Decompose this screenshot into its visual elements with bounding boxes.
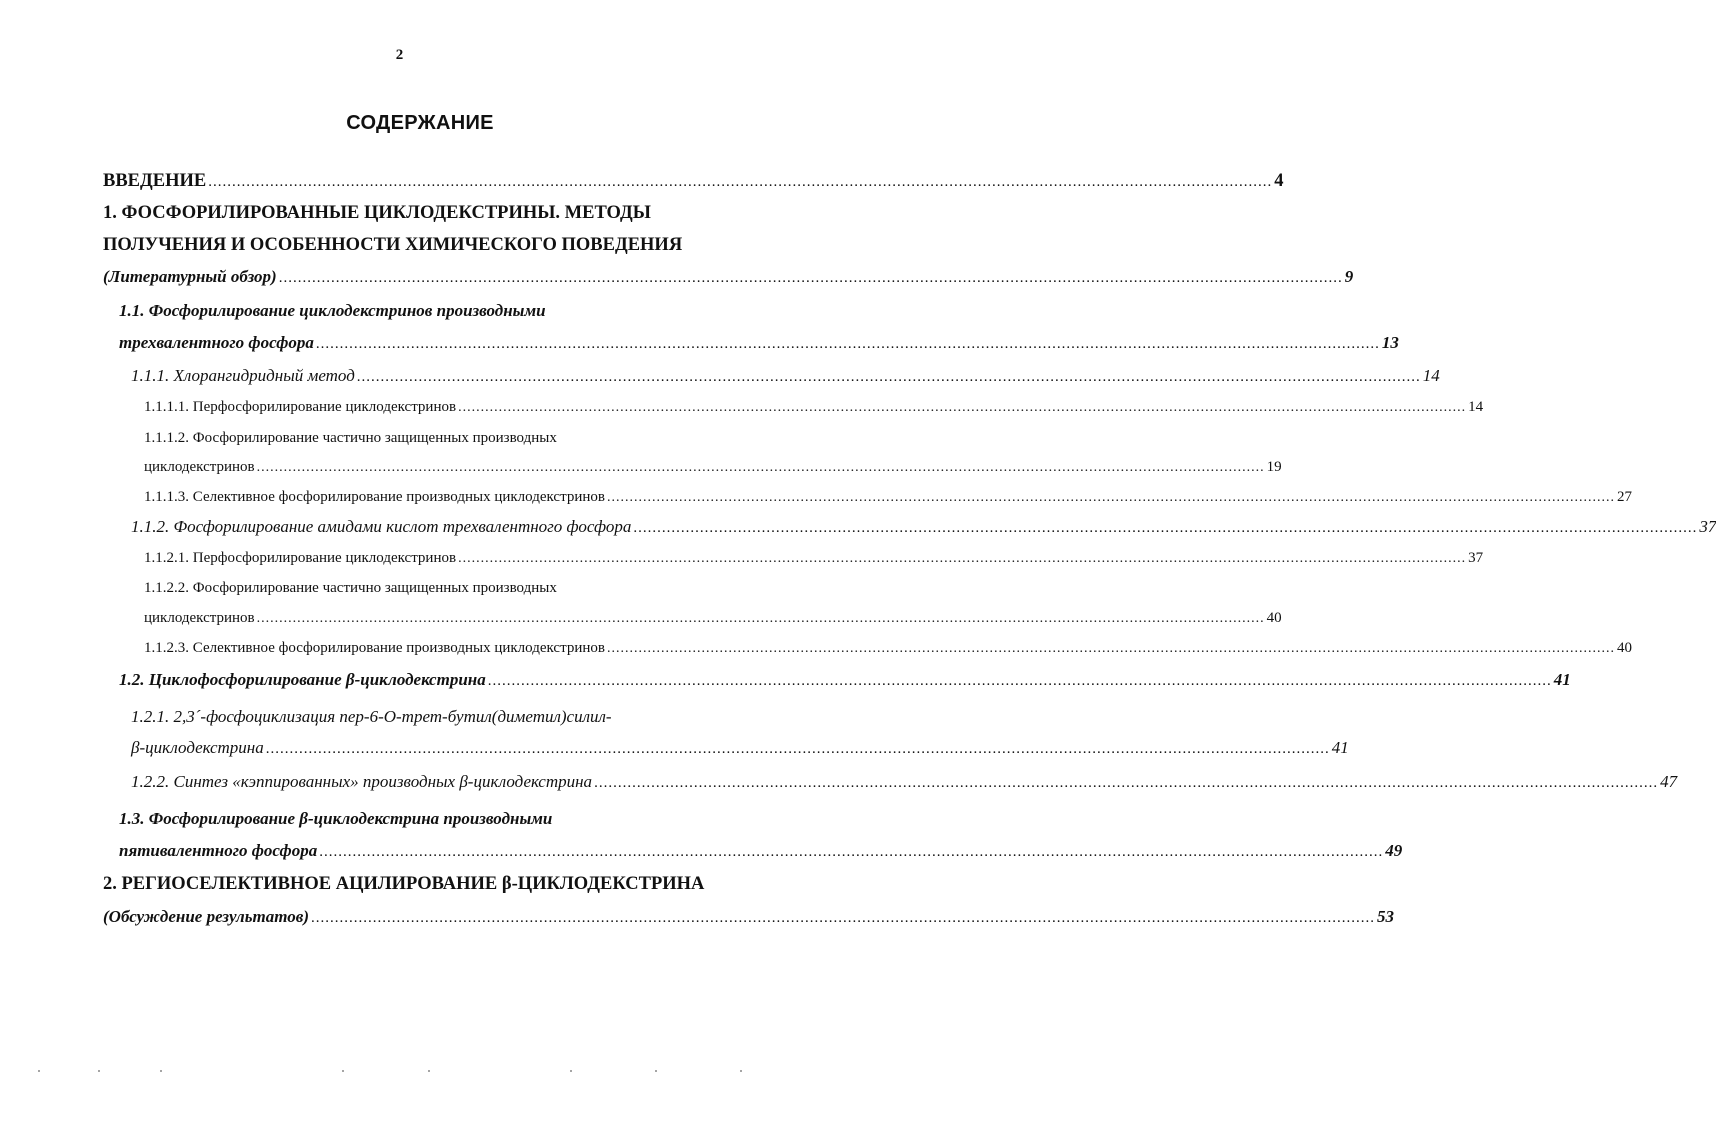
toc-entry-page: 53 [1377,907,1395,926]
dot-leader: ................................................................................................................................................................................................................................ [208,174,1273,190]
dot-leader: ................................................................................................................................................................................................................................ [606,490,1615,505]
toc-entry-1-1-1-1[interactable]: 1.1.1.1. Перфосфорилирование циклодекстринов ................................................................................................................................................................................................................................ 14 [144,392,743,422]
dot-leader: ................................................................................................................................................................................................................................ [315,336,1380,352]
toc-entry-1-1-2-2-line-1[interactable]: 1.1.2.2. Фосфорилирование частично защищенных производных [144,580,557,596]
toc-title: СОДЕРЖАНИЕ [346,112,494,134]
toc-entry-1-1-1-2-line-1[interactable]: 1.1.1.2. Фосфорилирование частично защищенных производных [144,430,557,446]
dot-leader: ................................................................................................................................................................................................................................ [594,775,1659,791]
scan-speck [655,1070,657,1072]
toc-entry-text: ВВЕДЕНИЕ [103,171,207,191]
toc-entry-page: 14 [1422,366,1440,385]
toc-entry-1-1-2[interactable]: 1.1.2. Фосфорилирование амидами кислот трехвалентного фосфора ................................................................................................................................................................................................................................ 37 [131,512,743,542]
toc-entry-page: 49 [1385,841,1403,860]
toc-entry-page: 19 [1266,459,1282,475]
dot-leader: ................................................................................................................................................................................................................................ [256,611,1265,626]
toc-entry-1-2-2[interactable]: 1.2.2. Синтез «кэппированных» производных β-циклодекстрина ................................................................................................................................................................................................................................ 47 [131,767,743,797]
toc-entry-1-1-2-2[interactable]: циклодекстринов ................................................................................................................................................................................................................................ 40 [144,603,743,633]
dot-leader: ................................................................................................................................................................................................................................ [633,520,1698,536]
toc-entry-page: 9 [1344,267,1354,286]
dot-leader: ................................................................................................................................................................................................................................ [311,910,1376,926]
toc-entry-page: 4 [1274,171,1284,191]
toc-entry-1-2-1-line-1[interactable]: 1.2.1. 2,3´-фосфоциклизация пер-6-О-трет-бутил(диметил)силил- [131,707,612,726]
toc-entry-1-3[interactable]: пятивалентного фосфора ................................................................................................................................................................................................................................ 49 [119,836,743,866]
dot-leader: ................................................................................................................................................................................................................................ [606,641,1615,656]
dot-leader: ................................................................................................................................................................................................................................ [256,460,1265,475]
toc-entry-page: 37 [1468,550,1484,566]
toc-entry-chapter-2[interactable]: (Обсуждение результатов) ................................................................................................................................................................................................................................ 53 [103,902,743,932]
toc-entry-chapter-1-line-1[interactable]: 1. ФОСФОРИЛИРОВАННЫЕ ЦИКЛОДЕКСТРИНЫ. МЕТОДЫ [103,203,651,223]
toc-entry-1-1[interactable]: трехвалентного фосфора ................................................................................................................................................................................................................................ 13 [119,328,743,358]
toc-entry-chapter-2-line-1[interactable]: 2. РЕГИОСЕЛЕКТИВНОЕ АЦИЛИРОВАНИЕ β-ЦИКЛОДЕКСТРИНА [103,874,705,894]
toc-entry-page: 41 [1331,738,1349,757]
toc-entry-chapter-1-line-2[interactable]: ПОЛУЧЕНИЯ И ОСОБЕННОСТИ ХИМИЧЕСКОГО ПОВЕДЕНИЯ [103,235,683,255]
toc-entry-1-1-1-3[interactable]: 1.1.1.3. Селективное фосфорилирование производных циклодекстринов ................................................................................................................................................................................................................................ 27 [144,482,743,512]
toc-entry-page: 37 [1699,517,1716,536]
toc-entry-1-2-1[interactable]: β-циклодекстрина ................................................................................................................................................................................................................................ 41 [131,733,743,763]
scan-speck [98,1070,100,1072]
dot-leader: ................................................................................................................................................................................................................................ [487,673,1552,689]
toc-entry-page: 47 [1660,772,1678,791]
dot-leader: ................................................................................................................................................................................................................................ [458,551,1467,566]
scan-artifacts [0,1070,799,1080]
toc-entry-page: 13 [1381,333,1399,352]
toc-entry-1-1-2-1[interactable]: 1.1.2.1. Перфосфорилирование циклодекстринов ................................................................................................................................................................................................................................ 37 [144,543,743,573]
toc-entry-1-1-1[interactable]: 1.1.1. Хлорангидридный метод ................................................................................................................................................................................................................................ 14 [131,361,743,391]
toc-entry-1-1-2-3[interactable]: 1.1.2.3. Селективное фосфорилирование производных циклодекстринов ................................................................................................................................................................................................................................ 40 [144,633,743,663]
dot-leader: ................................................................................................................................................................................................................................ [458,400,1467,415]
toc-entry-1-3-line-1[interactable]: 1.3. Фосфорилирование β-циклодекстрина производными [119,809,553,828]
page-number: 2 [395,47,404,63]
dot-leader: ................................................................................................................................................................................................................................ [319,844,1384,860]
toc-entry-page: 27 [1616,489,1632,505]
scan-speck [342,1070,344,1072]
scan-speck [740,1070,742,1072]
toc-entry-page: 41 [1553,670,1571,689]
dot-leader: ................................................................................................................................................................................................................................ [265,741,1330,757]
dot-leader: ................................................................................................................................................................................................................................ [356,369,1421,385]
toc-entry-page: 14 [1468,399,1484,415]
scan-speck [570,1070,572,1072]
scan-speck [428,1070,430,1072]
toc-entry-1-1-line-1[interactable]: 1.1. Фосфорилирование циклодекстринов производными [119,301,546,320]
toc-entry-page: 40 [1266,610,1282,626]
toc-entry-chapter-1[interactable]: (Литературный обзор) ................................................................................................................................................................................................................................ 9 [103,262,743,292]
toc-entry-1-2[interactable]: 1.2. Циклофосфорилирование β-циклодекстрина ................................................................................................................................................................................................................................ 41 [119,665,743,695]
toc-entry-1-1-1-2[interactable]: циклодекстринов ................................................................................................................................................................................................................................ 19 [144,452,743,482]
scan-speck [38,1070,40,1072]
dot-leader: ................................................................................................................................................................................................................................ [278,270,1343,286]
toc-entry-page: 40 [1616,640,1632,656]
scan-speck [160,1070,162,1072]
toc-entry-intro[interactable] [103,166,1284,196]
